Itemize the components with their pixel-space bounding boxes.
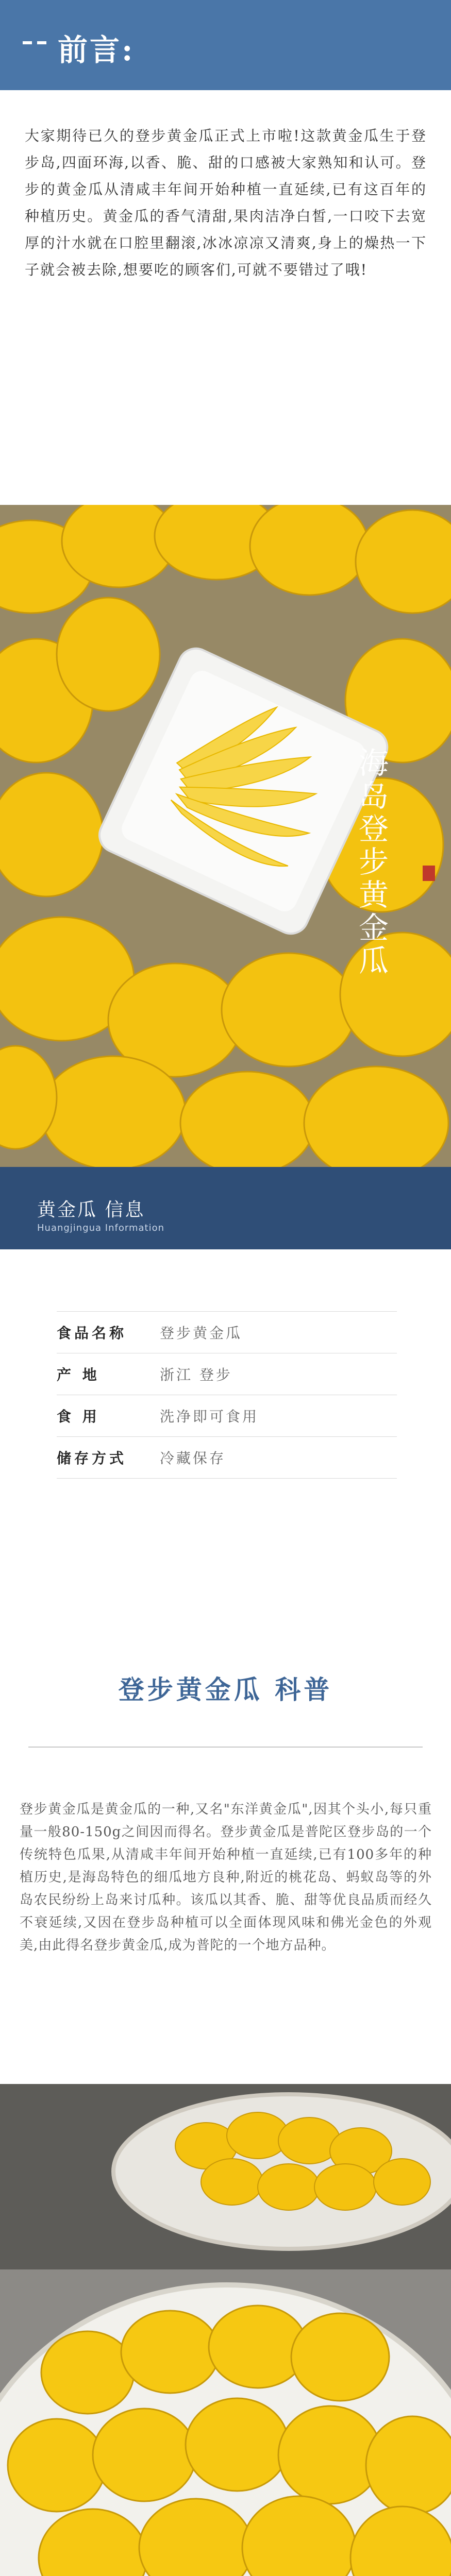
preface-title: 前言:	[58, 26, 135, 69]
info-value: 冷藏保存	[160, 1450, 226, 1467]
divider	[28, 1747, 423, 1748]
info-key: 食品名称	[57, 1325, 127, 1342]
info-key: 产 地	[57, 1366, 100, 1383]
info-value: 洗净即可食用	[160, 1408, 259, 1425]
preface-header	[0, 0, 451, 90]
info-value: 登步黄金瓜	[160, 1325, 243, 1342]
info-row	[57, 1437, 397, 1479]
info-key: 储存方式	[57, 1450, 127, 1467]
seal-stamp	[423, 866, 435, 881]
info-value: 浙江 登步	[160, 1366, 232, 1383]
info-row	[57, 1353, 397, 1395]
science-heading: 登步黄金瓜 科普	[118, 1674, 333, 1705]
info-title: 黄金瓜 信息	[37, 1199, 145, 1221]
info-row	[57, 1311, 397, 1353]
hero-melon-photo	[0, 505, 451, 1167]
info-key: 食 用	[57, 1408, 100, 1425]
preface-text: 大家期待已久的登步黄金瓜正式上市啦!这款黄金瓜生于登步岛,四面环海,以香、脆、甜的口感被大家熟知和认可。登步的黄金瓜从清咸丰年间开始种植一直延续,已有这百年的种植历史。黄金瓜的香气清甜,果肉洁净白皙,一口咬下去宽厚的汁水就在口腔里翻滚,冰冰凉凉又清爽,身上的燥热一下子就会被去除,想要吃的顾客们,可就不要错过了哦!	[25, 127, 427, 278]
info-subtitle: Huangjingua Information	[37, 1223, 164, 1233]
info-row	[57, 1395, 397, 1437]
colander-melon-photo	[0, 2084, 451, 2576]
info-band	[0, 1167, 451, 1249]
science-text: 登步黄金瓜是黄金瓜的一种,又名"东洋黄金瓜",因其个头小,每只重量一般80-150g之间因而得名。登步黄金瓜是普陀区登步岛的一个传统特色瓜果,从清咸丰年间开始种植一直延续,已有100多年的种植历史,是海岛特色的细瓜地方良种,附近的桃花岛、蚂蚁岛等的外岛农民纷纷上岛来讨瓜种。该瓜以其香、脆、甜等优良品质而经久不衰延续,又因在登步岛种植可以全面体现风味和佛光金色的外观美,由此得名登步黄金瓜,成为普陀的一个地方品种。	[20, 1802, 432, 1953]
info-table	[57, 1311, 397, 1479]
hero-overlay-text: 海岛登步黄金瓜	[354, 747, 389, 978]
